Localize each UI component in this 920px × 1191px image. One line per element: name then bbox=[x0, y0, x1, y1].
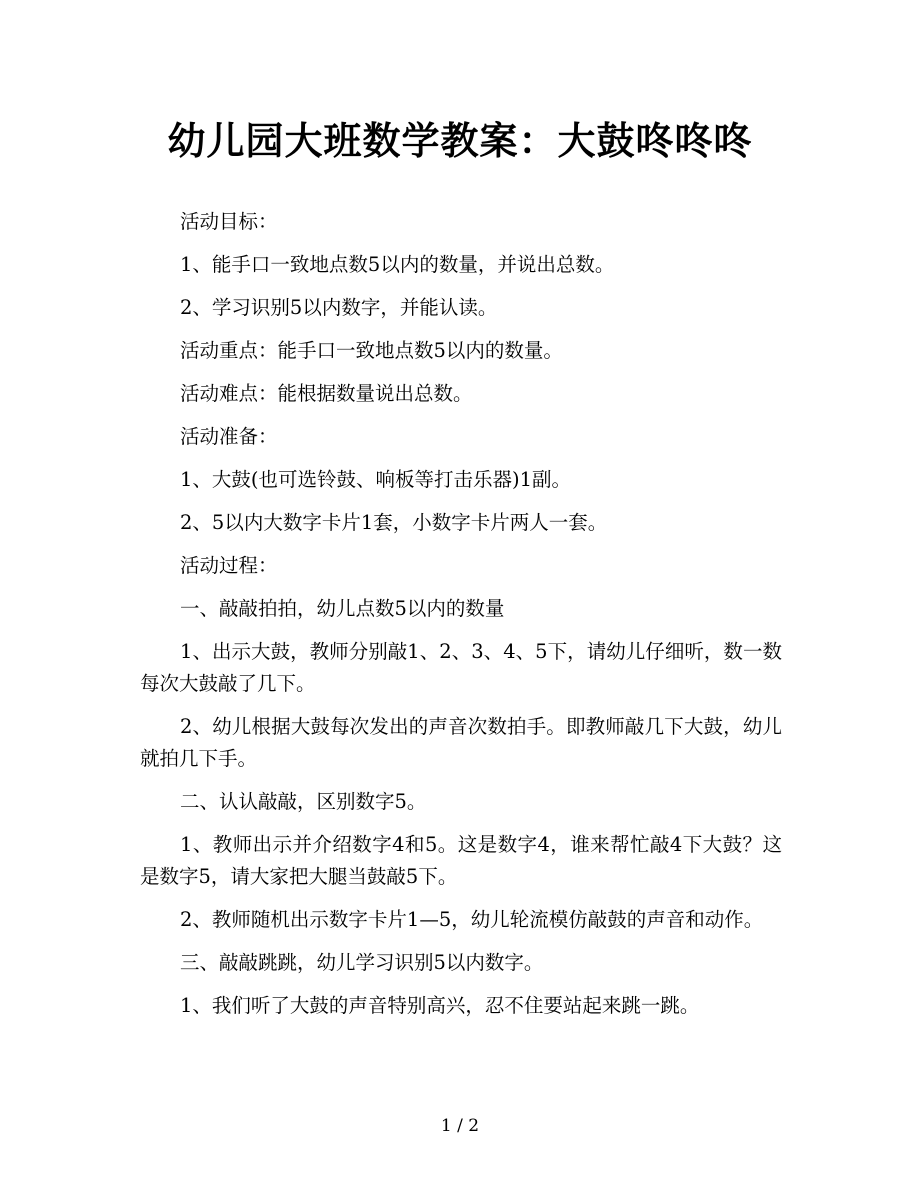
paragraph: 2、教师随机出示数字卡片1—5，幼儿轮流模仿敲鼓的声音和动作。 bbox=[180, 908, 764, 931]
paragraph: 一、敲敲拍拍，幼儿点数5以内的数量 bbox=[180, 597, 505, 620]
paragraph: 2、幼儿根据大鼓每次发出的声音次数拍手。即教师敲几下大鼓，幼儿就拍几下手。 bbox=[140, 715, 782, 770]
paragraph: 活动重点：能手口一致地点数5以内的数量。 bbox=[180, 339, 563, 362]
paragraph: 2、5以内大数字卡片1套，小数字卡片两人一套。 bbox=[180, 511, 608, 534]
paragraph: 2、学习识别5以内数字，并能认读。 bbox=[180, 296, 498, 319]
paragraph: 1、大鼓(也可选铃鼓、响板等打击乐器)1副。 bbox=[180, 468, 572, 491]
paragraph: 1、我们听了大鼓的声音特别高兴，忍不住要站起来跳一跳。 bbox=[180, 994, 700, 1017]
document-body bbox=[140, 206, 782, 1033]
paragraph: 活动过程： bbox=[180, 554, 278, 577]
paragraph: 三、敲敲跳跳，幼儿学习识别5以内数字。 bbox=[180, 951, 544, 974]
paragraph: 1、出示大鼓，教师分别敲1、2、3、4、5下，请幼儿仔细听，数一数每次大鼓敲了几下。 bbox=[140, 640, 782, 695]
paragraph: 活动难点：能根据数量说出总数。 bbox=[180, 382, 473, 405]
paragraph: 1、能手口一致地点数5以内的数量，并说出总数。 bbox=[180, 253, 615, 276]
paragraph: 1、教师出示并介绍数字4和5。这是数字4，谁来帮忙敲4下大鼓？这是数字5，请大家把大腿当鼓敲5下。 bbox=[140, 833, 782, 888]
paragraph: 活动准备： bbox=[180, 425, 278, 448]
page-number: 1 / 2 bbox=[440, 1116, 480, 1136]
document-title: 幼儿园大班数学教案：大鼓咚咚咚 bbox=[167, 118, 753, 163]
paragraph: 二、认认敲敲，区别数字5。 bbox=[180, 790, 427, 813]
paragraph: 活动目标： bbox=[180, 210, 278, 233]
